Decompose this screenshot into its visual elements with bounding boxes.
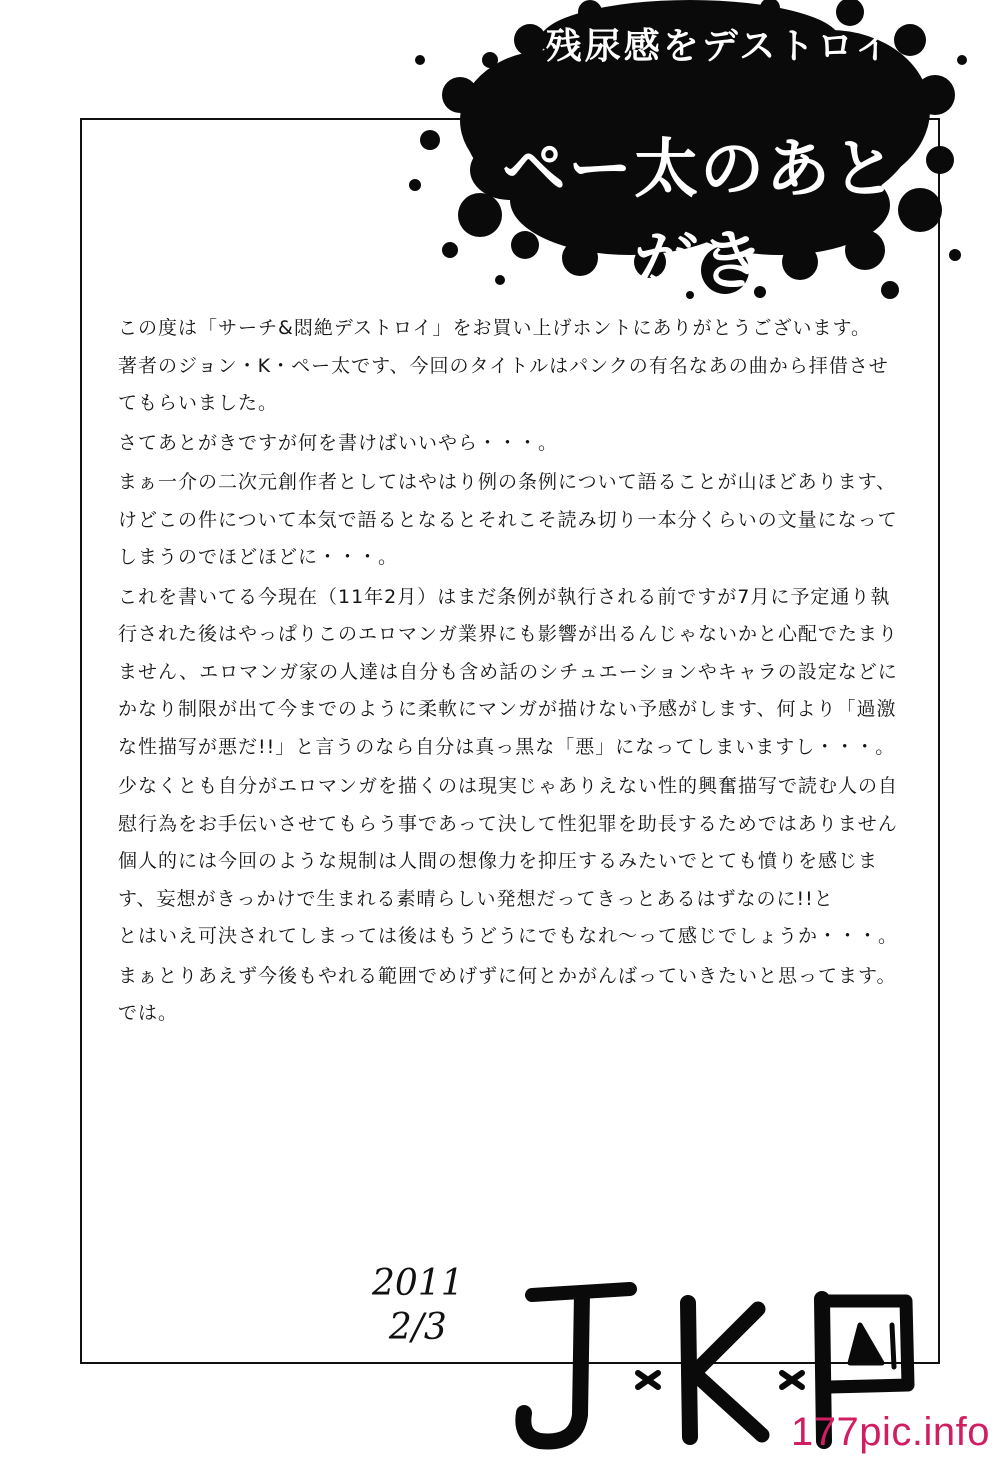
afterword-subtitle: 残尿感をデストロイ — [545, 26, 895, 67]
afterword-body — [118, 310, 908, 1033]
date-day: 2/3 — [388, 1307, 447, 1348]
paragraph: この度は「サーチ&悶絶デストロイ」をお買い上げホントにありがとうございます。 著者のジョン・K・ペー太です、今回のタイトルはパンクの有名なあの曲から拝借させてもらいました。 — [118, 317, 889, 414]
paragraph: まぁ一介の二次元創作者としてはやはり例の条例について語ることが山ほどあります、けどこの件について本気で語るとなるとそれこそ読み切り一本分くらいの文量になってしまうのでほどほどに・・・。 — [118, 471, 898, 568]
paragraph: まぁとりあえず今後もやれる範囲でめげずに何とかがんばっていきたいと思ってます。 では。 — [118, 964, 897, 1024]
date-year: 2011 — [372, 1263, 464, 1304]
afterword-title: ペー太のあとがき — [502, 133, 898, 299]
watermark: 177pic.info — [791, 1410, 990, 1454]
paragraph: さてあとがきですが何を書けばいいやら・・・。 — [118, 431, 559, 454]
handwritten-date — [372, 1262, 464, 1350]
paragraph: 少なくとも自分がエロマンガを描くのは現実じゃありえない性的興奮描写で読む人の自慰行為をお手伝いさせてもらう事であって決して性犯罪を助長するためではありません 個人的には今回のような規制は人間の想像力を抑圧するみたいでとても憤りを感じます、妄想がきっかけで生まれる素晴らしい発想だってきっとあるはずなのに!!と とはいえ可決されてしまっては後はもうどうにでもなれ〜って感じでしょうか・・・。 — [118, 775, 899, 947]
paragraph: これを書いてる今現在（11年2月）はまだ条例が執行される前ですが7月に予定通り執行された後はやっぱりこのエロマンガ業界にも影響が出るんじゃないかと心配でたまりません、エロマンガ家の人達は自分も含め話のシチュエーションやキャラの設定などにかなり制限が出て今までのように柔軟にマンガが描けない予感がします、何より「過激な性描写が悪だ!!」と言うのなら自分は真っ黒な「悪」になってしまいますし・・・。 — [118, 585, 899, 758]
